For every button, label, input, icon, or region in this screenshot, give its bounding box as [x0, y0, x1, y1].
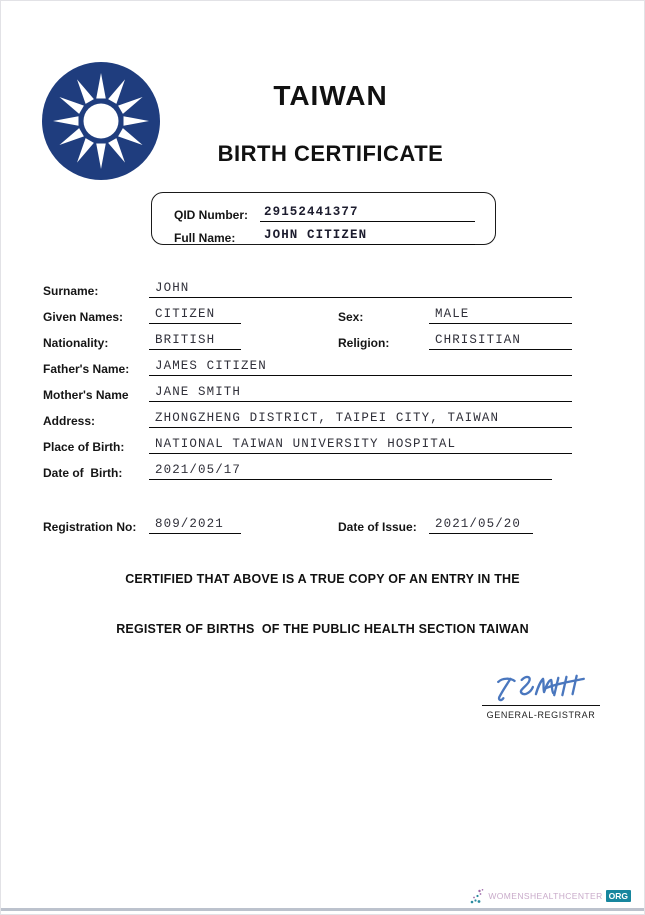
field-row-given-names-sex — [43, 307, 572, 324]
field-row-surname — [43, 281, 572, 298]
address-value: ZHONGZHENG DISTRICT, TAIPEI CITY, TAIWAN — [149, 411, 572, 428]
title-block — [1, 80, 644, 167]
sex-label: Sex: — [338, 310, 364, 324]
qid-number-value: 29152441377 — [260, 205, 475, 222]
registrar-signature-icon — [485, 667, 597, 705]
fathers-name-label: Father's Name: — [43, 362, 130, 376]
surname-value: JOHN — [149, 281, 572, 298]
given-names-value: CITIZEN — [149, 307, 241, 324]
watermark-dots-icon — [469, 888, 485, 904]
qid-number-label: QID Number: — [174, 208, 249, 222]
address-label: Address: — [43, 414, 96, 428]
mothers-name-value: JANE SMITH — [149, 385, 572, 402]
registration-no-value: 809/2021 — [149, 517, 241, 534]
page-subtitle: BIRTH CERTIFICATE — [217, 141, 444, 166]
date-of-issue-label: Date of Issue: — [338, 520, 417, 534]
date-of-issue-value: 2021/05/20 — [429, 517, 533, 534]
nationality-label: Nationality: — [43, 336, 109, 350]
qid-number-row — [174, 200, 475, 222]
fathers-name-value: JAMES CITIZEN — [149, 359, 572, 376]
field-row-date-of-birth — [43, 463, 572, 480]
mothers-name-label: Mother's Name — [43, 388, 129, 402]
certification-line-2: REGISTER OF BIRTHS OF THE PUBLIC HEALTH SECTION TAIWAN — [116, 622, 529, 636]
bottom-bar — [1, 908, 644, 911]
nationality-value: BRITISH — [149, 333, 241, 350]
field-row-mothers-name — [43, 385, 572, 402]
form-fields — [43, 281, 572, 489]
signature-line — [482, 705, 600, 706]
registrar-title: GENERAL-REGISTRAR — [486, 710, 596, 720]
given-names-label: Given Names: — [43, 310, 124, 324]
watermark-org-badge: ORG — [606, 890, 631, 902]
field-row-nationality-religion — [43, 333, 572, 350]
field-row-place-of-birth — [43, 437, 572, 454]
signature-block — [482, 667, 600, 720]
registration-section — [43, 517, 572, 543]
religion-value: CHRISITIAN — [429, 333, 572, 350]
date-of-birth-label: Date of Birth: — [43, 466, 123, 480]
sex-value: MALE — [429, 307, 572, 324]
surname-label: Surname: — [43, 284, 99, 298]
full-name-label: Full Name: — [174, 231, 236, 245]
date-of-birth-value: 2021/05/17 — [149, 463, 552, 480]
full-name-row — [174, 223, 475, 245]
religion-label: Religion: — [338, 336, 390, 350]
field-row-registration-issue — [43, 517, 572, 534]
id-box — [151, 192, 496, 245]
registration-no-label: Registration No: — [43, 520, 137, 534]
watermark-text: WOMENSHEALTHCENTER — [488, 891, 603, 901]
place-of-birth-label: Place of Birth: — [43, 440, 125, 454]
place-of-birth-value: NATIONAL TAIWAN UNIVERSITY HOSPITAL — [149, 437, 572, 454]
field-row-fathers-name — [43, 359, 572, 376]
certification-line-1: CERTIFIED THAT ABOVE IS A TRUE COPY OF AN ENTRY IN THE — [125, 572, 520, 586]
watermark — [469, 888, 631, 904]
field-row-address — [43, 411, 572, 428]
page-title: TAIWAN — [273, 80, 388, 111]
full-name-value: JOHN CITIZEN — [260, 228, 475, 245]
